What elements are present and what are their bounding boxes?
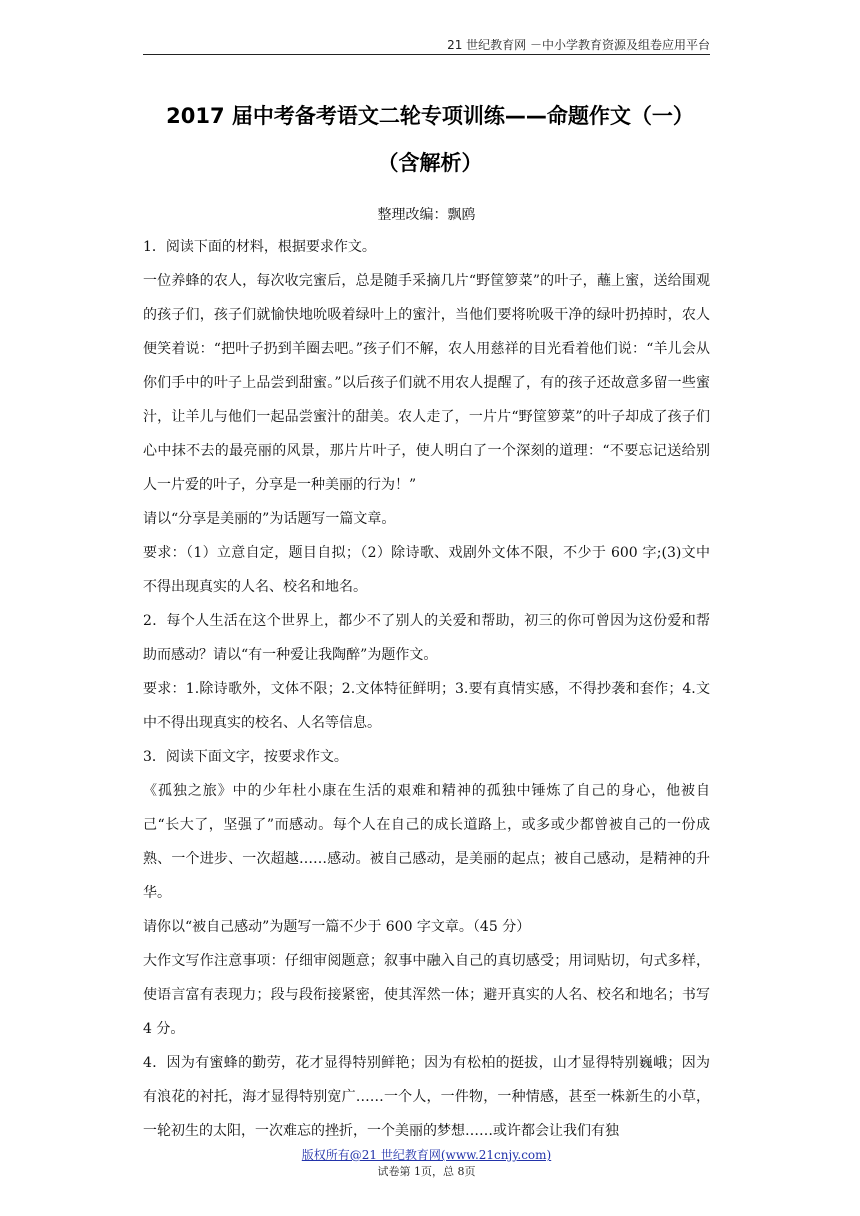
question-1-material: 一位养蜂的农人，每次收完蜜后，总是随手采摘几片“野筐箩菜”的叶子，蘸上蜜，送给围观的孩子们，孩子们就愉快地吮吸着绿叶上的蜜汁，当他们要将吮吸干净的绿叶扔掉时，农人便笑着说：“把叶子扔到羊圈去吧。”孩子们不解，农人用慈祥的目光看着他们说：“羊儿会从你们手中的叶子上品尝到甜蜜。”以后孩子们就不用农人提醒了，有的孩子还故意多留一些蜜汁，让羊儿与他们一起品尝蜜汁的甜美。农人走了，一片片“野筐箩菜”的叶子却成了孩子们心中抹不去的最亮丽的风景，那片片叶子，使人明白了一个深刻的道理：“不要忘记送给别人一片爱的叶子，分享是一种美丽的行为！”: [143, 273, 710, 493]
question-3-notes: 大作文写作注意事项：仔细审阅题意；叙事中融入自己的真切感受；用词贴切，句式多样，使语言富有表现力；段与段衔接紧密，使其浑然一体；避开真实的人名、校名和地名；书写 4 分。: [143, 953, 710, 1037]
question-2-requirements: 要求：1.除诗歌外，文体不限；2.文体特征鲜明；3.要有真情实感，不得抄袭和套作；4.文中不得出现真实的校名、人名等信息。: [143, 681, 710, 731]
question-3-material: 《孤独之旅》中的少年杜小康在生活的艰难和精神的孤独中锤炼了自己的身心，他被自己“长大了，坚强了”而感动。每个人在自己的成长道路上，或多或少都曾被自己的一份成熟、一个进步、一次超越……感动。被自己感动，是美丽的起点；被自己感动，是精神的升华。: [143, 783, 710, 901]
page-number: 试卷第 1页，总 8页: [377, 1165, 476, 1178]
copyright-link[interactable]: 版权所有@21 世纪教育网(www.21cnjy.com): [301, 1148, 552, 1162]
editor-credit: 整理改编：飘鸥: [377, 207, 476, 223]
document-title: 2017 届中考备考语文二轮专项训练——命题作文（一）: [166, 104, 694, 128]
document-body: [143, 230, 710, 1148]
question-3-prompt: 请你以“被自己感动”为题写一篇不少于 600 字文章。（45 分）: [143, 919, 531, 935]
question-1-heading: 1．阅读下面的材料，根据要求作文。: [143, 239, 376, 255]
question-4: 4．因为有蜜蜂的勤劳，花才显得特别鲜艳；因为有松柏的挺拔，山才显得特别巍峨；因为有浪花的衬托，海才显得特别宽广……一个人，一件物，一种情感，甚至一株新生的小草，一轮初生的太阳，一次难忘的挫折，一个美丽的梦想……或许都会让我们有独: [143, 1055, 710, 1139]
question-1-prompt: 请以“分享是美丽的”为话题写一篇文章。: [143, 511, 396, 527]
question-2: 2．每个人生活在这个世界上，都少不了别人的关爱和帮助，初三的你可曾因为这份爱和帮助而感动？请以“有一种爱让我陶醉”为题作文。: [143, 613, 710, 663]
page-header: 21 世纪教育网 －中小学教育资源及组卷应用平台: [143, 36, 710, 55]
document-subtitle: （含解析）: [377, 151, 483, 175]
question-1-requirements: 要求：（1）立意自定，题目自拟；（2）除诗歌、戏剧外文体不限，不少于 600 字;(3)文中不得出现真实的人名、校名和地名。: [143, 545, 710, 595]
question-3-heading: 3．阅读下面文字，按要求作文。: [143, 749, 348, 765]
